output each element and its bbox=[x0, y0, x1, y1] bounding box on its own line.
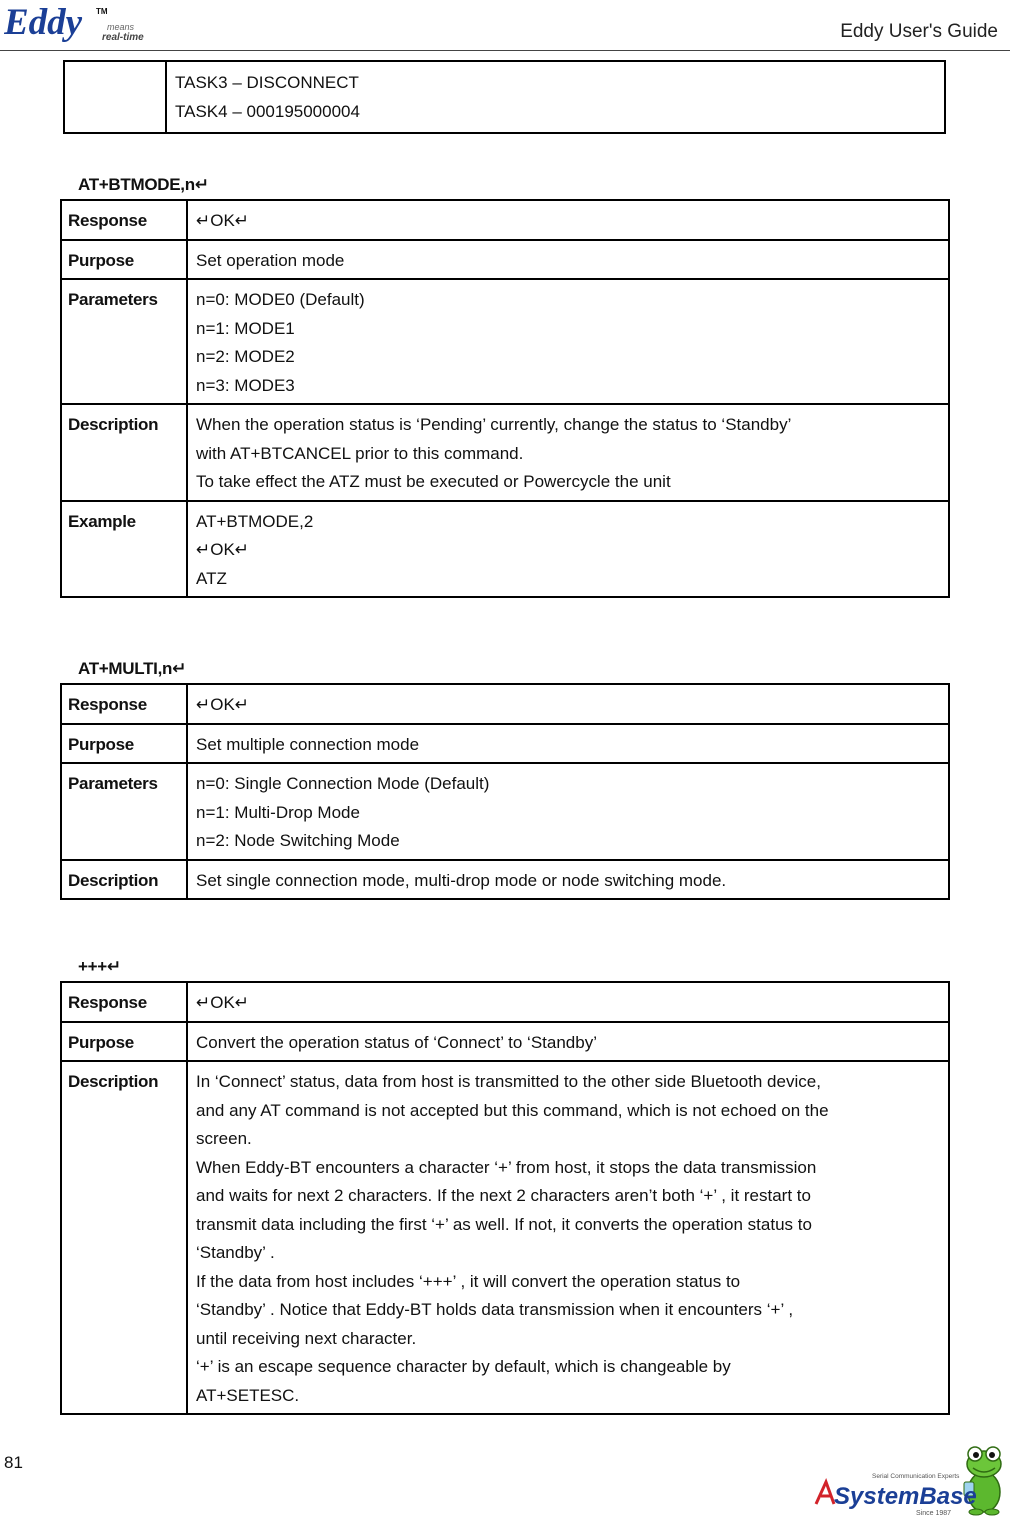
purpose-label: Purpose bbox=[61, 240, 187, 280]
description-line: screen. bbox=[196, 1129, 252, 1148]
description-line: until receiving next character. bbox=[196, 1328, 417, 1348]
brand-since: Since 1987 bbox=[916, 1510, 952, 1517]
description-line: and any AT command is not accepted but this command, which is not echoed on the bbox=[196, 1100, 829, 1120]
description-label: Description bbox=[61, 1061, 187, 1414]
task-table bbox=[63, 60, 946, 134]
table-row bbox=[61, 501, 949, 598]
table-row bbox=[61, 860, 949, 900]
parameter-line: n=0: MODE0 (Default) bbox=[196, 290, 365, 309]
example-label: Example bbox=[61, 501, 187, 598]
parameter-line: n=2: Node Switching Mode bbox=[196, 831, 400, 850]
eddy-logo-text: Eddy bbox=[4, 4, 83, 43]
description-line: transmit data including the first ‘+’ as well. If not, it converts the operation status to bbox=[196, 1214, 812, 1234]
task-value-cell bbox=[166, 61, 945, 133]
parameters-label: Parameters bbox=[61, 279, 187, 404]
brand-name: SystemBase bbox=[834, 1483, 977, 1510]
table-row bbox=[61, 240, 949, 280]
response-value: ↵OK↵ bbox=[187, 684, 949, 724]
response-label: Response bbox=[61, 982, 187, 1022]
description-value bbox=[187, 404, 949, 501]
guide-title: Eddy User's Guide bbox=[840, 21, 998, 42]
parameter-line: n=2: MODE2 bbox=[196, 347, 295, 366]
table-row bbox=[61, 200, 949, 240]
table-row bbox=[61, 724, 949, 764]
description-line: ‘Standby’ . bbox=[196, 1243, 275, 1262]
task-line: TASK4 – 000195000004 bbox=[175, 101, 360, 121]
table-row bbox=[61, 1061, 949, 1414]
example-line: ↵OK↵ bbox=[196, 540, 250, 559]
escape-table bbox=[60, 981, 950, 1415]
command-heading-multi: AT+MULTI,n↵ bbox=[78, 659, 187, 678]
description-label: Description bbox=[61, 404, 187, 501]
description-line: When the operation status is ‘Pending’ currently, change the status to ‘Standby’ bbox=[196, 415, 792, 434]
header-divider bbox=[0, 50, 1010, 51]
brand-tagline: Serial Communication Experts bbox=[872, 1473, 960, 1480]
example-line: AT+BTMODE,2 bbox=[196, 511, 314, 531]
task-line: TASK3 – DISCONNECT bbox=[175, 73, 359, 92]
purpose-value: Convert the operation status of ‘Connect’ to ‘Standby’ bbox=[187, 1022, 949, 1062]
command-heading-escape: +++↵ bbox=[78, 957, 121, 976]
description-line: To take effect the ATZ must be executed or Powercycle the unit bbox=[196, 472, 671, 491]
description-line: ‘+’ is an escape sequence character by default, which is changeable by bbox=[196, 1357, 731, 1376]
parameter-line: n=1: Multi-Drop Mode bbox=[196, 802, 360, 822]
task-key-cell bbox=[64, 61, 166, 133]
description-value bbox=[187, 1061, 949, 1414]
parameter-line: n=3: MODE3 bbox=[196, 375, 295, 395]
parameters-value bbox=[187, 763, 949, 860]
btmode-table bbox=[60, 199, 950, 598]
description-line: and waits for next 2 characters. If the next 2 characters aren’t both ‘+’ , it restart to bbox=[196, 1186, 811, 1205]
parameter-line: n=0: Single Connection Mode (Default) bbox=[196, 774, 490, 793]
table-row bbox=[61, 684, 949, 724]
description-line: When Eddy-BT encounters a character ‘+’ from host, it stops the data transmission bbox=[196, 1157, 817, 1177]
purpose-value: Set operation mode bbox=[187, 240, 949, 280]
parameters-value bbox=[187, 279, 949, 404]
table-row bbox=[61, 763, 949, 860]
eddy-logo bbox=[4, 4, 154, 44]
purpose-label: Purpose bbox=[61, 1022, 187, 1062]
response-label: Response bbox=[61, 684, 187, 724]
table-row bbox=[61, 1022, 949, 1062]
systembase-logo bbox=[812, 1440, 1008, 1518]
table-row bbox=[61, 279, 949, 404]
description-line: AT+SETESC. bbox=[196, 1385, 300, 1405]
description-line: If the data from host includes ‘+++’ , it will convert the operation status to bbox=[196, 1271, 741, 1291]
page-number: 81 bbox=[4, 1453, 23, 1472]
description-line: with AT+BTCANCEL prior to this command. bbox=[196, 443, 524, 463]
description-line: In ‘Connect’ status, data from host is transmitted to the other side Bluetooth device, bbox=[196, 1072, 821, 1091]
eddy-logo-tagline-2: real-time bbox=[102, 32, 144, 43]
table-row bbox=[61, 404, 949, 501]
example-line: ATZ bbox=[196, 568, 227, 588]
table-row bbox=[61, 982, 949, 1022]
response-value: ↵OK↵ bbox=[187, 982, 949, 1022]
purpose-label: Purpose bbox=[61, 724, 187, 764]
example-value bbox=[187, 501, 949, 598]
description-line: ‘Standby’ . Notice that Eddy-BT holds data transmission when it encounters ‘+’ , bbox=[196, 1300, 794, 1319]
multi-table bbox=[60, 683, 950, 900]
parameters-label: Parameters bbox=[61, 763, 187, 860]
description-label: Description bbox=[61, 860, 187, 900]
response-label: Response bbox=[61, 200, 187, 240]
parameter-line: n=1: MODE1 bbox=[196, 318, 295, 338]
description-value: Set single connection mode, multi-drop mode or node switching mode. bbox=[187, 860, 949, 900]
eddy-logo-tagline-1: means bbox=[107, 22, 135, 32]
command-heading-btmode: AT+BTMODE,n↵ bbox=[78, 175, 209, 194]
purpose-value: Set multiple connection mode bbox=[187, 724, 949, 764]
systembase-swoosh-icon bbox=[816, 1482, 834, 1504]
response-value: ↵OK↵ bbox=[187, 200, 949, 240]
eddy-logo-tm: TM bbox=[96, 7, 108, 16]
